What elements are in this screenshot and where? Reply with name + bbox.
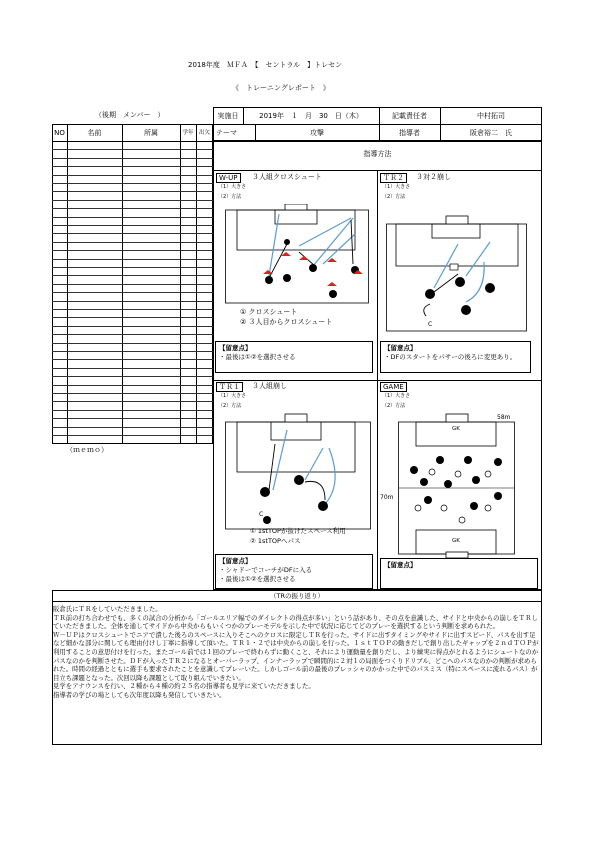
tr2-note-head: 【留意点】 <box>384 344 417 352</box>
member-row-line <box>52 191 213 192</box>
member-row-line <box>52 149 213 150</box>
member-row-line <box>52 368 213 369</box>
tr1-title: ３人組崩し <box>252 382 287 390</box>
tr1-diagram <box>225 412 375 530</box>
instructor-label: 指導者 <box>399 128 420 137</box>
game-length-label: 70m <box>380 494 394 501</box>
member-row-line <box>52 359 213 360</box>
member-row-line <box>52 166 213 167</box>
game-diagram <box>398 412 518 558</box>
game-width-label: 58m <box>497 414 511 421</box>
recorder-label: 記載責任者 <box>392 111 427 120</box>
reflection-p5: 指導者の学びの場としても次年度以降も発信していきたい。 <box>53 690 226 699</box>
wup-note-head: 【留意点】 <box>219 344 252 352</box>
game-method: （2）方法 <box>382 403 406 409</box>
member-row-line <box>52 242 213 243</box>
svg-text:C: C <box>428 321 433 328</box>
wup-method: （2）方法 <box>218 194 242 200</box>
date-value: 2019年 １ 月 30 日（木） <box>259 111 363 120</box>
member-row-line <box>52 401 213 402</box>
member-row-line <box>52 351 213 352</box>
reflection-heading: （TRの振り返り） <box>270 592 324 600</box>
wup-legend-2: ② ３人目からクロスシュート <box>240 318 333 326</box>
member-row-line <box>52 418 213 419</box>
game-note <box>380 558 538 589</box>
method-label: 指導方法 <box>363 150 392 158</box>
member-row-line <box>52 158 213 159</box>
theme-label: テーマ <box>216 128 237 137</box>
game-size: （1）大きさ <box>382 393 411 399</box>
wup-diagram <box>225 204 370 304</box>
member-row-line <box>52 284 213 285</box>
member-row-line <box>52 250 213 251</box>
member-row-line <box>52 334 213 335</box>
instructor-value: 阪倉裕二 氏 <box>470 128 512 137</box>
theme-value: 攻撃 <box>310 128 324 137</box>
member-row-line <box>52 225 213 226</box>
member-row-line <box>52 233 213 234</box>
svg-text:C: C <box>259 511 264 518</box>
tr1-legend-2: ② 1stTOPへパス <box>250 537 301 545</box>
tr2-tag: ＴＲ２ <box>380 173 407 183</box>
reflection-p2: ＴＲ前の打ち合わせでも、多くの試合の分析から「ゴールエリア幅でのダイレクトの得点が多い」という話があり、その点を意識した、サイドと中央からの崩しをＴＲしていただきました。全体を通してサイドから中央からもいくつかのプレーモデルを示した中で状況に応じてどのプレーを選択するという判断を求められた。 <box>53 613 538 631</box>
member-row-line <box>52 200 213 201</box>
tr2-title: ３対２崩し <box>416 173 451 181</box>
member-row-line <box>52 259 213 260</box>
member-row-line <box>52 317 213 318</box>
tr2-method: （2）方法 <box>382 194 406 200</box>
member-row-line <box>52 217 213 218</box>
member-row-line <box>52 301 213 302</box>
tr1-tag: ＴＲ１ <box>216 382 243 392</box>
wup-note <box>215 341 373 373</box>
col-name-header: 名前 <box>87 128 102 137</box>
wup-tag: W-UP <box>216 173 241 183</box>
tr1-method: （2）方法 <box>218 403 242 409</box>
member-row-line <box>52 175 213 176</box>
member-row-line <box>52 427 213 428</box>
member-row-line <box>52 343 213 344</box>
member-row-line <box>52 385 213 386</box>
tr1-note-1: ・シャドーでコーチがDFに入る <box>219 566 313 574</box>
wup-title: ３人組クロスシュート <box>252 173 322 181</box>
tr2-diagram <box>386 212 536 332</box>
member-row-line <box>52 292 213 293</box>
members-caption: （後期 メンバー ） <box>95 111 165 119</box>
col-grade-header: 学年 <box>182 129 194 136</box>
tr1-legend-1: ① 1stTOPが抜けたスペース利用 <box>250 527 346 535</box>
wup-note-1: ・最後は①②を選択させる <box>219 353 296 361</box>
memo-label: （ｍｅｍｏ） <box>66 446 108 454</box>
member-row-line <box>52 376 213 377</box>
member-row-line <box>52 410 213 411</box>
member-row-line <box>52 309 213 310</box>
member-row-line <box>52 393 213 394</box>
report-subtitle: 《 トレーニングレポート 》 <box>232 84 330 92</box>
member-row-line <box>52 183 213 184</box>
game-note-head: 【留意点】 <box>384 561 417 569</box>
member-row-line <box>52 267 213 268</box>
member-row-line <box>52 435 213 436</box>
reflection-p3: Ｗ－ＵＰはクロスシュートでニアで潰した後ろのスペースに入りそこへのクロスに限定しＴＲを行った。サイドに出すタイミングやサイドに出すスピード、パスを出す足など細かな部分に関しても理由付けし丁寧に指導して頂いた。ＴＲ１・２では中央からの崩しを行った。１ｓｔＴＯＰの動きだしで創り出したギャップを２ｎｄＴＯＰが利用することの意思付けを行った。またゴール前では１回のプレーで終わらずに動くこと、それにより運動量を創りだし、より練実に得点がとれるようにシュートなのかパスなのかを判断させた。ＤＦが入ったＴＲ２になるとオーバーラップ、インナーラップで瞬間的に２対１の局面をつくりドリブル、どこへのパスなのかの判断が求められた。時間の経過とともに選手も要求されたことを意識してプレーいた。しかしゴール前の最後のプレッシャのかかった中でのパスミス（特にスペースに流れるパス）が目立ち課題となった。次回以降も課題として取り組んでいきたい。 <box>53 630 539 682</box>
member-row-line <box>52 208 213 209</box>
game-tag: GAME <box>380 382 407 392</box>
col-attend-header: 出欠 <box>198 129 210 136</box>
tr1-note-2: ・最後は①②を選択させる <box>219 575 296 583</box>
tr1-note-head: 【留意点】 <box>219 557 252 565</box>
game-gk-bottom: GK <box>452 538 460 544</box>
date-label: 実施日 <box>217 111 239 120</box>
tr1-size: （1）大きさ <box>218 393 247 399</box>
reflection-text <box>53 605 541 700</box>
member-row-line <box>52 326 213 327</box>
game-gk-top: GK <box>452 426 460 432</box>
col-no-header: NO <box>54 128 65 137</box>
tr2-note <box>380 341 531 373</box>
col-team-header: 所属 <box>144 128 158 137</box>
tr2-size: （1）大きさ <box>382 184 411 190</box>
reflection-p1: 阪倉氏にＴＲをしていただきました。 <box>53 605 162 613</box>
wup-legend-1: ① クロスシュート <box>240 308 298 316</box>
tr2-note-1: ・DFのスタートをパサーの後ろに変更あり。 <box>384 353 517 361</box>
member-row-line <box>52 275 213 276</box>
tr1-note <box>215 554 373 589</box>
wup-size: （1）大きさ <box>218 184 247 190</box>
report-title: 2018年度 ＭＦＡ 【 セントラル 】トレセン <box>188 61 343 69</box>
recorder-value: 中村拓司 <box>477 111 505 120</box>
reflection-p4: 見学をアナウンスを行い、２種から４種の約２５名の指導者も見学に来ていただきました。 <box>53 682 315 691</box>
